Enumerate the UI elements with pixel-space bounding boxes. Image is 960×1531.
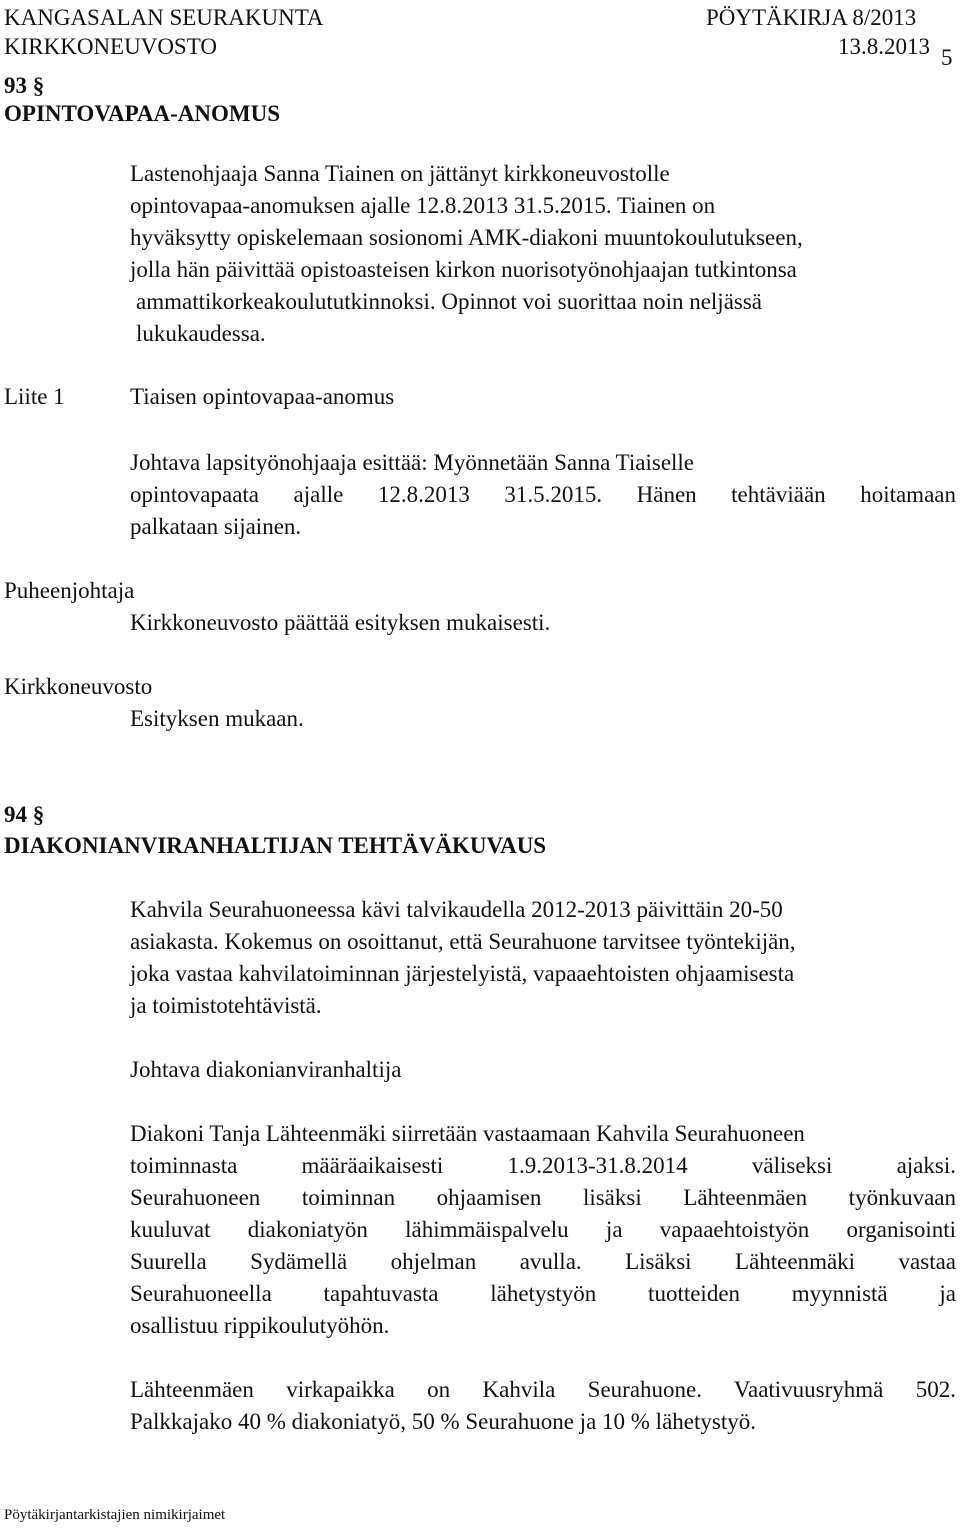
chair-decision: Kirkkoneuvosto päättää esityksen mukaisesti. [130, 610, 551, 635]
paragraph-line: palkataan sijainen. [130, 514, 302, 539]
paragraph-line: Johtava lapsityönohjaaja esittää: Myönnetään Sanna Tiaiselle [130, 450, 695, 475]
header-org: KANGASALAN SEURAKUNTA [4, 5, 324, 30]
paragraph-line: asiakasta. Kokemus on osoittanut, että Seurahuone tarvitsee työntekijän, [130, 929, 796, 954]
paragraph-line: Kahvila Seurahuoneessa kävi talvikaudella 2012-2013 päivittäin 20-50 [130, 897, 783, 922]
role-label: Johtava diakonianviranhaltija [130, 1057, 402, 1082]
attachment-label: Liite 1 [4, 384, 65, 409]
paragraph-line: opintovapaata ajalle 12.8.2013 31.5.2015. Hänen tehtäviään hoitamaan [130, 482, 956, 507]
paragraph-line: Diakoni Tanja Lähteenmäki siirretään vastaamaan Kahvila Seurahuoneen [130, 1121, 805, 1146]
paragraph-line: Seurahuoneella tapahtuvasta lähetystyön tuotteiden myynnistä ja [130, 1281, 956, 1306]
section-93-title: OPINTOVAPAA-ANOMUS [4, 101, 281, 126]
paragraph-line: Palkkajako 40 % diakoniatyö, 50 % Seurahuone ja 10 % lähetystyö. [130, 1409, 756, 1434]
chair-label: Puheenjohtaja [4, 578, 135, 603]
paragraph-line: Seurahuoneen toiminnan ohjaamisen lisäksi Lähteenmäen työnkuvaan [130, 1185, 956, 1210]
header-date: 13.8.2013 [838, 34, 930, 59]
page-number: 5 [941, 45, 953, 70]
section-93-number: 93 § [4, 73, 45, 98]
paragraph-line: joka vastaa kahvilatoiminnan järjestelyistä, vapaaehtoisten ohjaamisesta [130, 961, 795, 986]
attachment-link[interactable]: Tiaisen opintovapaa-anomus [130, 384, 395, 409]
paragraph-line: lukukaudessa. [136, 321, 266, 346]
paragraph-line: Suurella Sydämellä ohjelman avulla. Lisäksi Lähteenmäki vastaa [130, 1249, 956, 1274]
header-doc: PÖYTÄKIRJA 8/2013 [706, 5, 917, 30]
footer-signers: Pöytäkirjantarkistajien nimikirjaimet [4, 1507, 226, 1523]
paragraph-line: opintovapaa-anomuksen ajalle 12.8.2013 31.5.2015. Tiainen on [130, 193, 716, 218]
board-decision: Esityksen mukaan. [130, 706, 304, 731]
paragraph-line: toiminnasta määräaikaisesti 1.9.2013-31.8.2014 väliseksi ajaksi. [130, 1153, 956, 1178]
header-body: KIRKKONEUVOSTO [4, 34, 217, 59]
paragraph-line: hyväksytty opiskelemaan sosionomi AMK-diakoni muuntokoulutukseen, [130, 225, 803, 250]
paragraph-line: ja toimistotehtävistä. [130, 993, 322, 1018]
board-label: Kirkkoneuvosto [4, 674, 153, 699]
paragraph-line: ammattikorkeakoulututkinnoksi. Opinnot voi suorittaa noin neljässä [136, 289, 763, 314]
paragraph-line: Lastenohjaaja Sanna Tiainen on jättänyt kirkkoneuvostolle [130, 161, 670, 186]
paragraph-line: jolla hän päivittää opistoasteisen kirkon nuorisotyönohjaajan tutkintonsa [130, 257, 797, 282]
section-94-title: DIAKONIANVIRANHALTIJAN TEHTÄVÄKUVAUS [4, 833, 547, 858]
paragraph-line: osallistuu rippikoulutyöhön. [130, 1313, 390, 1338]
paragraph-line: kuuluvat diakoniatyön lähimmäispalvelu ja vapaaehtoistyön organisointi [130, 1217, 956, 1242]
section-94-number: 94 § [4, 802, 45, 827]
paragraph-line: Lähteenmäen virkapaikka on Kahvila Seurahuone. Vaativuusryhmä 502. [130, 1377, 956, 1402]
